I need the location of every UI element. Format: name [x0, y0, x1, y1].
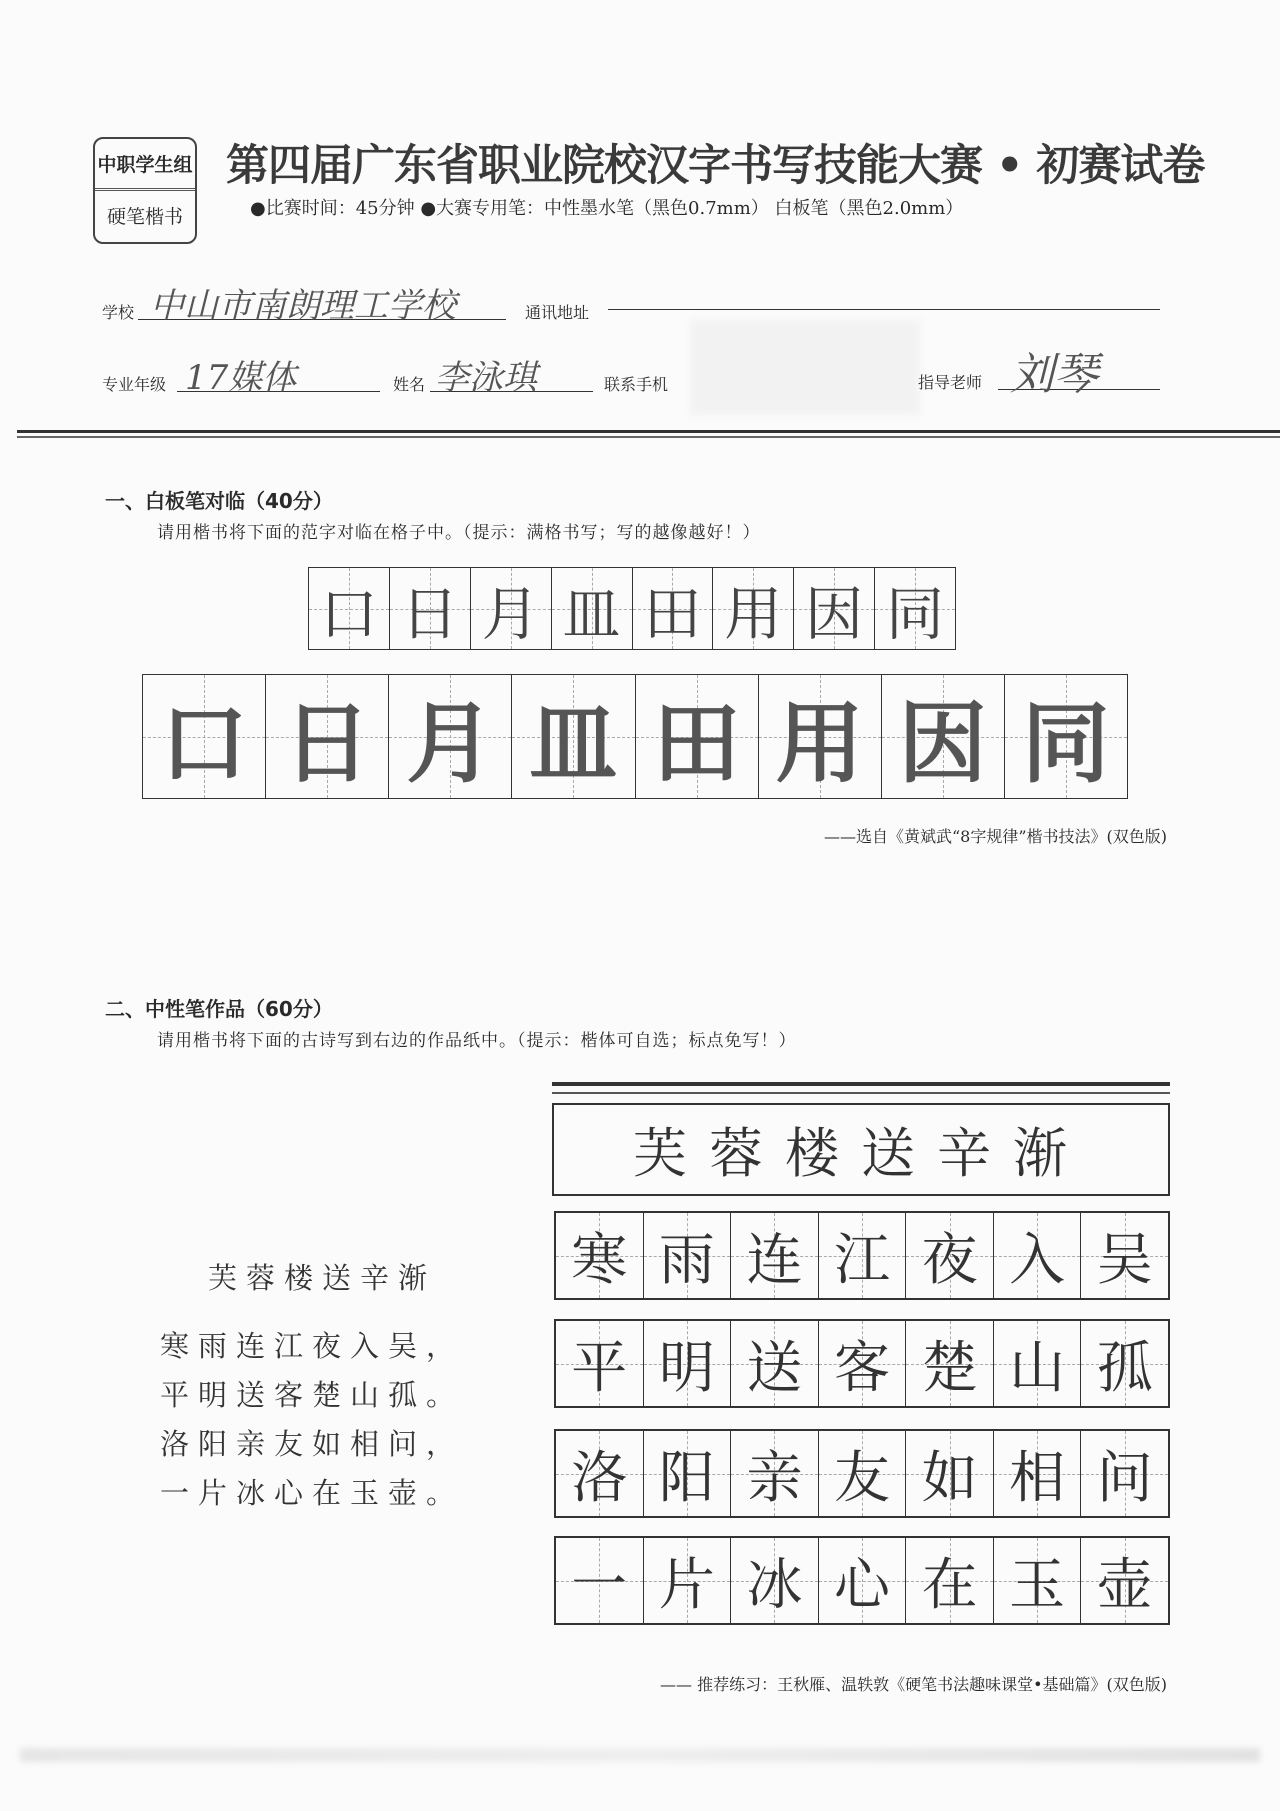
- name-value: 李泳琪: [435, 358, 537, 398]
- character: 口: [319, 579, 378, 648]
- poem-line: 平明送客楚山孤。: [160, 1378, 465, 1412]
- name-label: 姓名: [393, 375, 426, 394]
- poem-line: 洛阳亲友如相问，: [160, 1427, 465, 1461]
- character: 用: [775, 690, 864, 795]
- grid-cell: [644, 1538, 732, 1623]
- header-divider: [17, 430, 1280, 438]
- grid-cell: [759, 675, 882, 798]
- grid-cell: [309, 568, 390, 649]
- grid-cell: [644, 1321, 732, 1406]
- grid-cell: [994, 1538, 1082, 1623]
- school-value: 中山市南朗理工学校: [150, 286, 456, 326]
- grid-cell: [1005, 675, 1127, 798]
- grid-cell: [1081, 1431, 1168, 1516]
- grid-cell: [819, 1213, 907, 1298]
- grid-cell: [556, 1431, 644, 1516]
- section2-heading: 二、中性笔作品（60分）: [105, 997, 333, 1021]
- page-title: 第四届广东省职业院校汉字书写技能大赛 • 初赛试卷: [226, 141, 1205, 191]
- address-label: 通讯地址: [525, 303, 590, 322]
- section1-citation: ——选自《黄斌武“8字规律”楷书技法》(双色版): [823, 827, 1167, 846]
- character: 冰: [746, 1552, 803, 1618]
- grid-cell: [794, 568, 875, 649]
- character: 日: [400, 579, 459, 648]
- character: 平: [571, 1335, 628, 1401]
- character: 连: [746, 1227, 803, 1293]
- character: 同: [886, 579, 945, 648]
- grid-cell: [512, 675, 635, 798]
- grid-cell: [882, 675, 1005, 798]
- model-grid: [142, 674, 1128, 799]
- grid-cell: [552, 568, 633, 649]
- grid-cell: [556, 1321, 644, 1406]
- character: 月: [406, 690, 495, 795]
- character: 用: [724, 579, 783, 648]
- character: 因: [898, 690, 987, 795]
- grid-cell: [1081, 1538, 1168, 1623]
- character: 日: [283, 690, 372, 795]
- character: 在: [921, 1552, 978, 1618]
- work-row: [554, 1536, 1170, 1625]
- character: 皿: [529, 690, 618, 795]
- grid-cell: [731, 1431, 819, 1516]
- character: 孤: [1096, 1335, 1153, 1401]
- character: 吴: [1096, 1227, 1153, 1293]
- character: 夜: [921, 1227, 978, 1293]
- handwritten-grid: [308, 567, 956, 650]
- character: 一: [571, 1552, 628, 1618]
- work-title: 芙蓉楼送辛渐: [633, 1122, 1089, 1185]
- character: 楚: [921, 1335, 978, 1401]
- character: 入: [1009, 1227, 1066, 1293]
- character: 田: [643, 579, 702, 648]
- grid-cell: [644, 1213, 732, 1298]
- phone-label: 联系手机: [604, 375, 669, 394]
- character: 同: [1021, 690, 1110, 795]
- redacted-phone: [690, 320, 920, 415]
- character: 因: [805, 579, 864, 648]
- section1-heading: 一、白板笔对临（40分）: [105, 489, 333, 513]
- grid-cell: [906, 1321, 994, 1406]
- character: 江: [834, 1227, 891, 1293]
- school-label: 学校: [102, 303, 135, 322]
- grid-cell: [390, 568, 471, 649]
- work-row: [554, 1319, 1170, 1408]
- scan-artifact: [20, 1748, 1260, 1762]
- grid-cell: [906, 1538, 994, 1623]
- grid-cell: [1081, 1213, 1168, 1298]
- character: 山: [1009, 1335, 1066, 1401]
- grid-cell: [471, 568, 552, 649]
- work-paper-top-border: [552, 1082, 1170, 1094]
- badge-group: 中职学生组: [95, 139, 195, 191]
- character: 雨: [658, 1227, 715, 1293]
- character: 皿: [562, 579, 621, 648]
- work-row: [554, 1211, 1170, 1300]
- poem-line: 一片冰心在玉壶。: [160, 1476, 465, 1510]
- grid-cell: [636, 675, 759, 798]
- character: 明: [658, 1335, 715, 1401]
- grid-cell: [556, 1538, 644, 1623]
- grid-cell: [731, 1538, 819, 1623]
- grid-cell: [819, 1431, 907, 1516]
- category-badge: [93, 137, 197, 244]
- grid-cell: [994, 1321, 1082, 1406]
- grid-cell: [1081, 1321, 1168, 1406]
- section1-instruction: 请用楷书将下面的范字对临在格子中。（提示：满格书写；写的越像越好！）: [157, 523, 761, 543]
- character: 问: [1096, 1445, 1153, 1511]
- badge-style: 硬笔楷书: [106, 206, 183, 228]
- character: 田: [652, 690, 741, 795]
- grid-cell: [556, 1213, 644, 1298]
- character: 口: [160, 690, 249, 795]
- character: 心: [834, 1552, 891, 1618]
- grid-cell: [731, 1321, 819, 1406]
- major-value: 17媒体: [185, 358, 297, 398]
- grid-cell: [875, 568, 955, 649]
- character: 友: [834, 1445, 891, 1511]
- grid-cell: [819, 1321, 907, 1406]
- grid-cell: [633, 568, 714, 649]
- character: 送: [746, 1335, 803, 1401]
- character: 洛: [571, 1445, 628, 1511]
- character: 阳: [658, 1445, 715, 1511]
- grid-cell: [906, 1431, 994, 1516]
- grid-cell: [731, 1213, 819, 1298]
- poem-line: 寒雨连江夜入吴，: [160, 1329, 465, 1363]
- section2-citation: —— 推荐练习：王秋雁、温轶敦《硬笔书法趣味课堂•基础篇》(双色版): [659, 1675, 1167, 1694]
- grid-cell: [143, 675, 266, 798]
- section2-instruction: 请用楷书将下面的古诗写到右边的作品纸中。（提示：楷体可自选；标点免写！）: [157, 1031, 797, 1051]
- grid-cell: [994, 1213, 1082, 1298]
- character: 壶: [1096, 1552, 1153, 1618]
- address-field[interactable]: [608, 308, 1160, 310]
- character: 月: [481, 579, 540, 648]
- character: 片: [658, 1552, 715, 1618]
- character: 亲: [746, 1445, 803, 1511]
- work-title-box: [552, 1103, 1170, 1196]
- character: 寒: [571, 1227, 628, 1293]
- grid-cell: [994, 1431, 1082, 1516]
- character: 客: [834, 1335, 891, 1401]
- grid-cell: [389, 675, 512, 798]
- grid-cell: [713, 568, 794, 649]
- teacher-label: 指导老师: [918, 373, 983, 392]
- grid-cell: [644, 1431, 732, 1516]
- grid-cell: [266, 675, 389, 798]
- teacher-value: 刘琴: [1010, 349, 1098, 400]
- grid-cell: [819, 1538, 907, 1623]
- major-label: 专业年级: [102, 375, 167, 394]
- grid-cell: [906, 1213, 994, 1298]
- character: 玉: [1009, 1552, 1066, 1618]
- poem-title: 芙蓉楼送辛渐: [208, 1261, 437, 1295]
- character: 如: [921, 1445, 978, 1511]
- character: 相: [1009, 1445, 1066, 1511]
- exam-info: ●比赛时间：45分钟 ●大赛专用笔：中性墨水笔（黑色0.7mm） 白板笔（黑色2.0mm）: [250, 198, 964, 219]
- work-row: [554, 1429, 1170, 1518]
